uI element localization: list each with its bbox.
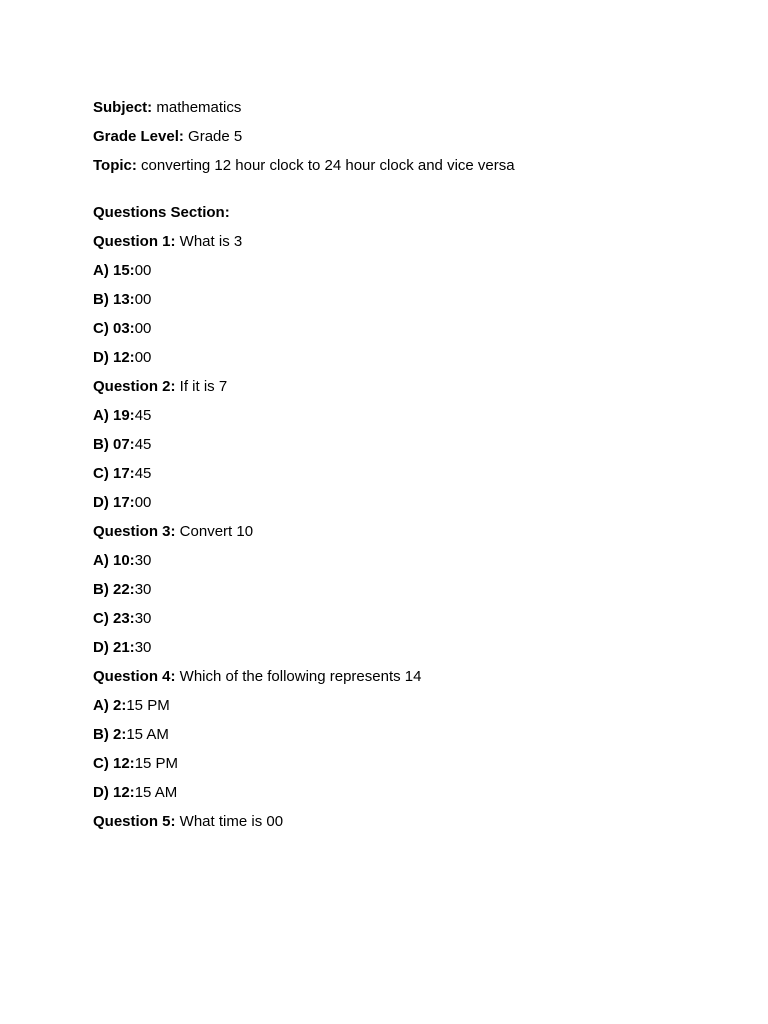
question-1-option-c	[93, 319, 713, 348]
question-1-option-d	[93, 348, 713, 377]
option-letter: D) 21:	[93, 639, 135, 656]
question-4	[93, 667, 713, 696]
question-4-option-c	[93, 754, 713, 783]
option-text: 00	[134, 320, 152, 337]
option-letter: B) 2:	[93, 726, 127, 743]
option-text: 15 AM	[134, 784, 178, 801]
question-1-option-b	[93, 290, 713, 319]
option-text: 30	[134, 581, 152, 598]
subject-value: mathematics	[152, 99, 242, 116]
option-letter: B) 22:	[93, 581, 135, 598]
question-4-option-a	[93, 696, 713, 725]
question-5	[93, 812, 713, 841]
option-text: 00	[134, 349, 152, 366]
option-text: 00	[134, 291, 152, 308]
question-3-option-d	[93, 638, 713, 667]
question-3-option-a	[93, 551, 713, 580]
question-1	[93, 232, 713, 261]
option-letter: C) 03:	[93, 320, 135, 337]
question-4-option-d	[93, 783, 713, 812]
option-text: 45	[134, 465, 152, 482]
question-text: If it is 7	[175, 378, 228, 395]
grade-level-value: Grade 5	[183, 128, 243, 145]
question-3-option-c	[93, 609, 713, 638]
option-text: 45	[134, 436, 152, 453]
question-label: Question 5:	[93, 813, 176, 830]
question-3	[93, 522, 713, 551]
option-text: 00	[134, 494, 152, 511]
option-letter: C) 12:	[93, 755, 135, 772]
option-letter: C) 23:	[93, 610, 135, 627]
option-text: 30	[134, 610, 152, 627]
option-text: 30	[134, 552, 152, 569]
option-text: 45	[134, 407, 152, 424]
question-text: What is 3	[175, 233, 243, 250]
option-text: 15 PM	[126, 697, 170, 714]
topic-value: converting 12 hour clock to 24 hour clock and vice versa	[136, 157, 515, 174]
question-label: Question 2:	[93, 378, 176, 395]
option-letter: C) 17:	[93, 465, 135, 482]
option-letter: A) 2:	[93, 697, 127, 714]
question-label: Question 4:	[93, 668, 176, 685]
option-text: 15 PM	[134, 755, 179, 772]
question-2-option-b	[93, 435, 713, 464]
option-letter: D) 12:	[93, 784, 135, 801]
question-4-option-b	[93, 725, 713, 754]
grade-level-label: Grade Level:	[93, 128, 184, 145]
topic-label: Topic:	[93, 157, 137, 174]
topic-line	[93, 156, 713, 185]
question-text: Convert 10	[175, 523, 254, 540]
question-2-option-c	[93, 464, 713, 493]
question-label: Question 3:	[93, 523, 176, 540]
option-letter: D) 12:	[93, 349, 135, 366]
option-text: 00	[134, 262, 152, 279]
option-text: 15 AM	[126, 726, 169, 743]
grade-level-line	[93, 127, 713, 156]
question-1-option-a	[93, 261, 713, 290]
question-3-option-b	[93, 580, 713, 609]
document-page	[93, 98, 713, 841]
option-text: 30	[134, 639, 152, 656]
question-text: Which of the following represents 14	[175, 668, 422, 685]
question-2	[93, 377, 713, 406]
subject-line	[93, 98, 713, 127]
option-letter: D) 17:	[93, 494, 135, 511]
questions-section-title: Questions Section:	[93, 204, 230, 221]
option-letter: B) 07:	[93, 436, 135, 453]
option-letter: B) 13:	[93, 291, 135, 308]
question-2-option-d	[93, 493, 713, 522]
option-letter: A) 15:	[93, 262, 135, 279]
question-text: What time is 00	[175, 813, 284, 830]
question-2-option-a	[93, 406, 713, 435]
option-letter: A) 19:	[93, 407, 135, 424]
question-label: Question 1:	[93, 233, 176, 250]
subject-label: Subject:	[93, 99, 153, 116]
option-letter: A) 10:	[93, 552, 135, 569]
